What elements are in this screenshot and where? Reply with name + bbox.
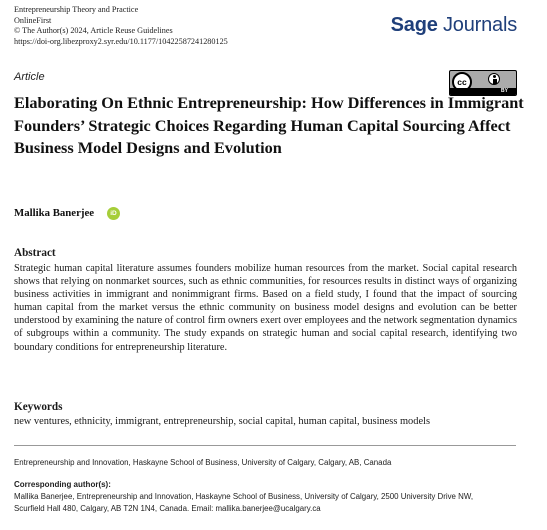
corresponding-line-1: Mallika Banerjee, Entrepreneurship and Innovation, Haskayne School of Business, University of Calgary, 2500 University Drive NW, bbox=[14, 492, 474, 501]
sage-journals-logo[interactable] bbox=[391, 14, 517, 37]
corresponding-author-details bbox=[14, 491, 519, 514]
orcid-icon[interactable]: iD bbox=[107, 207, 120, 220]
article-title: Elaborating On Ethnic Entrepreneurship: How Differences in Immigrant Founders’ Strategic Choices Regarding Human Capital Sourcing Affect Business Model Designs and Evolution bbox=[14, 93, 524, 157]
cc-icon: cc bbox=[452, 72, 472, 92]
publication-status: OnlineFirst bbox=[14, 15, 52, 25]
keywords-heading: Keywords bbox=[14, 401, 63, 413]
brand-part1: Sage bbox=[390, 14, 438, 36]
article-type: Article bbox=[14, 71, 45, 83]
doi-link[interactable]: https://doi-org.libezproxy2.syr.edu/10.1177/10422587241280125 bbox=[14, 36, 228, 46]
brand-part2: Journals bbox=[437, 14, 517, 36]
keywords-list: new ventures, ethnicity, immigrant, entrepreneurship, social capital, human capital, business models bbox=[14, 416, 430, 427]
divider bbox=[14, 445, 516, 446]
corresponding-author-heading: Corresponding author(s): bbox=[14, 480, 111, 489]
journal-name: Entrepreneurship Theory and Practice bbox=[14, 5, 139, 14]
by-label: BY bbox=[501, 88, 508, 94]
corresponding-line-2: Scurfield Hall 480, Calgary, AB T2N 1N4, Canada. Email: mallika.banerjee@ucalgary.ca bbox=[14, 503, 321, 513]
author-name[interactable]: Mallika Banerjee bbox=[14, 207, 95, 219]
abstract-text: Strategic human capital literature assumes founders mobilize human resources from the market. Social capital research shows that relying on nonmarket sources, such as ethnic communities, for resources results in distinct ways of organizing business activities in immigrant and nonimmigrant firms. Based on a field study, I found that the impact of sourcing human capital from the market versus the ethnic community on business model designs and evolution can be better understood by examining the nature of control firm owners exert over employees and the network segmentation dynamics of subgroups within a community. The study expands on strategic human and social capital research, identifying two boundary conditions for entrepreneurship literature. bbox=[14, 263, 517, 353]
abstract-heading: Abstract bbox=[14, 247, 56, 259]
attribution-icon bbox=[488, 73, 500, 85]
author-affiliation: Entrepreneurship and Innovation, Haskayne School of Business, University of Calgary, Calgary, AB, Canada bbox=[14, 458, 392, 467]
copyright-line bbox=[14, 26, 173, 37]
copyright-text[interactable]: © The Author(s) 2024, Article Reuse Guidelines bbox=[14, 26, 173, 35]
